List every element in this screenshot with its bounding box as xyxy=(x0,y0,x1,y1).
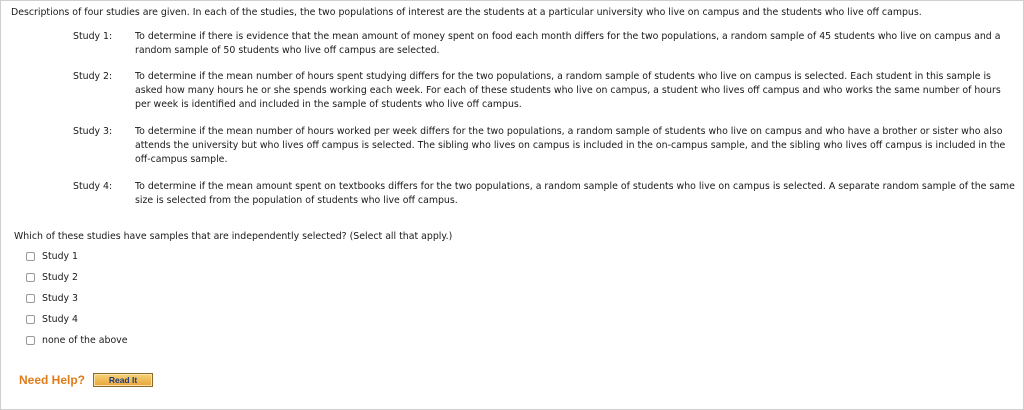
option-study-3-checkbox[interactable] xyxy=(26,294,35,303)
option-study-1-label: Study 1 xyxy=(42,250,79,262)
read-it-button[interactable]: Read It xyxy=(93,373,153,387)
option-none-checkbox[interactable] xyxy=(26,336,35,345)
option-study-4-label: Study 4 xyxy=(42,313,79,325)
option-none-of-the-above[interactable] xyxy=(26,332,128,348)
study-4-label: Study 4: xyxy=(73,181,113,192)
option-study-4[interactable] xyxy=(26,311,78,327)
option-study-1[interactable] xyxy=(26,248,78,264)
study-1-label: Study 1: xyxy=(73,31,113,42)
study-1-description: To determine if there is evidence that the mean amount of money spent on food each month differs for the two populations, a random sample of 45 students who live on campus and a random sample of 50 students who live off campus are selected. xyxy=(135,31,1001,56)
study-2-label: Study 2: xyxy=(73,71,113,82)
option-study-1-checkbox[interactable] xyxy=(26,252,35,261)
study-3-label: Study 3: xyxy=(73,126,113,137)
option-study-2[interactable] xyxy=(26,269,78,285)
study-4-description: To determine if the mean amount spent on textbooks differs for the two populations, a random sample of students who live on campus is selected. A separate random sample of the same size is selected from the population of students who live off campus. xyxy=(135,181,1015,206)
intro-text: Descriptions of four studies are given. In each of the studies, the two populations of interest are the students at a particular university who live on campus and the students who live off campus. xyxy=(11,7,922,18)
study-2-description: To determine if the mean number of hours spent studying differs for the two populations, a random sample of students who live on campus is selected. Each student in this sample is asked how many hours he or she spends working each week. For each of these students who live on campus, a student who lives off campus and who works the same number of hours per week is identified and included in the sample of students who live off campus. xyxy=(135,71,1001,110)
option-study-3-label: Study 3 xyxy=(42,292,79,304)
question-prompt: Which of these studies have samples that are independently selected? (Select all that apply.) xyxy=(14,231,453,242)
option-none-label: none of the above xyxy=(42,334,128,346)
option-study-2-label: Study 2 xyxy=(42,271,79,283)
option-study-3[interactable] xyxy=(26,290,78,306)
study-3-description: To determine if the mean number of hours worked per week differs for the two populations, a random sample of students who live on campus and who have a brother or sister who also attends the university but who lives off campus is selected. The sibling who lives on campus is included in the on-campus sample, and the sibling who lives off campus is included in the off-campus sample. xyxy=(135,126,1006,165)
need-help-bar xyxy=(19,373,153,387)
option-study-2-checkbox[interactable] xyxy=(26,273,35,282)
option-study-4-checkbox[interactable] xyxy=(26,315,35,324)
need-help-label: Need Help? xyxy=(19,373,86,387)
